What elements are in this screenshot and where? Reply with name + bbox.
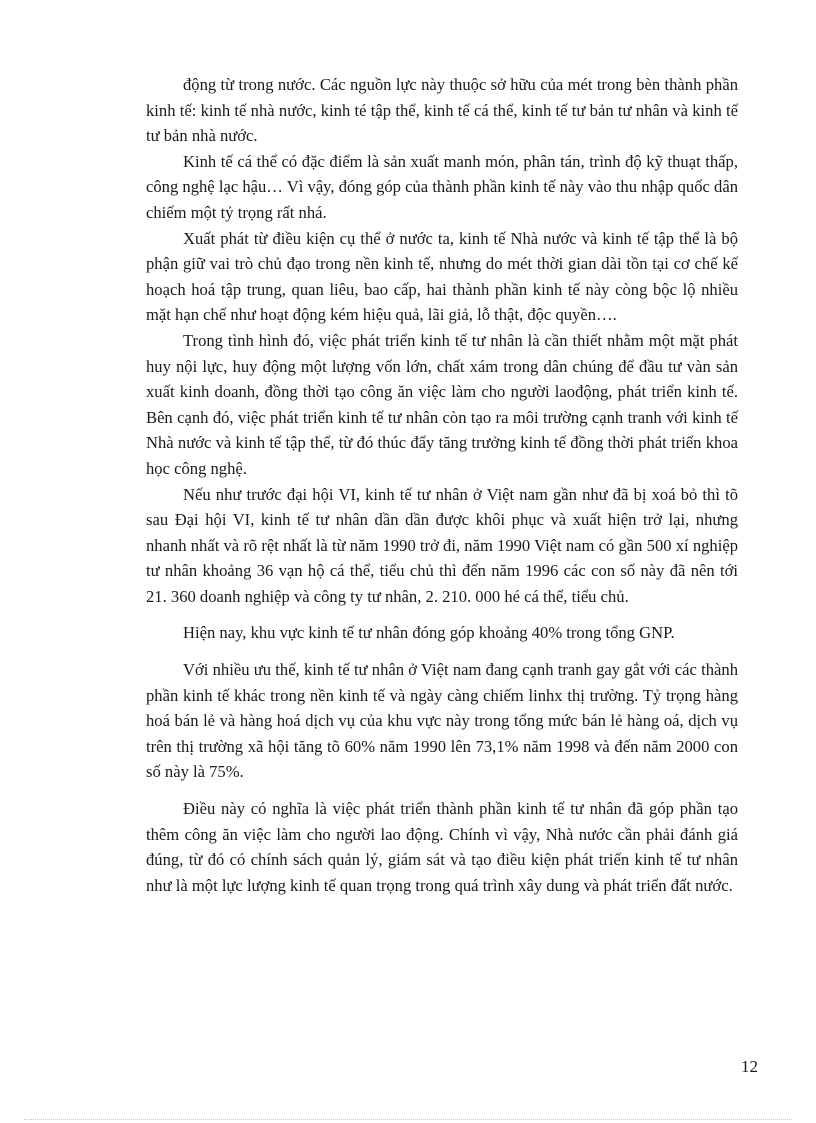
page-bottom-divider (24, 1119, 792, 1120)
paragraph: Với nhiều ưu thế, kinh tế tư nhân ở Việt nam đang cạnh tranh gay gắt với các thành phần kinh tế khác trong nền kinh tế và ngày càng chiếm linhx thị trường. Tỷ trọng hàng hoá bán lẻ và hàng hoá dịch vụ của khu vực này trong tổng mức bán lẻ hàng oá, dịch vụ trên thị trường xã hội tăng tõ 60% năm 1990 lên 73,1% năm 1998 và đến năm 2000 con số này là 75%. (146, 660, 738, 782)
paragraph: Nếu như trước đại hội VI, kinh tế tư nhân ở Việt nam gần như đã bị xoá bỏ thì tõ sau Đại hội VI, kinh tế tư nhân dần dần được khôi phục và xuất hiện trở lại, nhưng nhanh nhất và rõ rệt nhất là từ năm 1990 trở đi, năm 1990 Việt nam có gần 500 xí nghiệp tư nhân khoảng 36 vạn hộ cá thể, tiểu chủ thì đến năm 1996 các con số này đã nên tới 21. 360 doanh nghiệp và công ty tư nhân, 2. 210. 000 hé cá thể, tiểu chủ. (146, 484, 738, 606)
paragraph: Hiện nay, khu vực kinh tế tư nhân đóng góp khoảng 40% trong tổng GNP. (183, 623, 675, 643)
paragraph: Trong tình hình đó, việc phát triển kinh tế tư nhân là cần thiết nhằm một mặt phát huy nội lực, huy động một lượng vốn lớn, chất xám trong dân chúng để đầu tư vàn sản xuất kinh doanh, đồng thời tạo công ăn việc làm cho người laođộng, phát triển kinh tế. Bên cạnh đó, việc phát triển kinh tế tư nhân còn tạo ra môi trường cạnh tranh với kinh tế Nhà nước và kinh tế tập thể, từ đó thúc đẩy tăng trưởng kinh tế đồng thời phát triển khoa học công nghệ. (146, 330, 738, 478)
document-body (146, 72, 738, 898)
paragraph: Kinh tế cá thể có đặc điểm là sản xuất manh món, phân tán, trình độ kỹ thuạt thấp, công nghệ lạc hậu… Vì vậy, đóng góp của thành phần kinh tế này vào thu nhập quốc dân chiếm một tỷ trọng rất nhá. (146, 151, 738, 222)
paragraph: Xuất phát từ điều kiện cụ thể ở nước ta, kinh tế Nhà nước và kinh tế tập thể là bộ phận giữ vai trò chủ đạo trong nền kinh tế, nhưng do mét thời gian dài tồn tại cơ chế kế hoạch hoá tập trung, quan liêu, bao cấp, hai thành phần kinh tế này còng bộc lộ nhiều mặt hạn chế như hoạt động kém hiệu quả, lãi giả, lỗ thật, độc quyền…. (146, 228, 738, 325)
page-number: 12 (741, 1057, 758, 1076)
paragraph: động từ trong nước. Các nguồn lực này thuộc sở hữu của mét trong bèn thành phần kinh tế: kinh tế nhà nước, kinh té tập thể, kinh tế cá thể, kinh tế tư bản tư nhân và kinh tế tư bản nhà nước. (146, 75, 738, 146)
paragraph: Điều này có nghĩa là việc phát triển thành phần kinh tế tư nhân đã góp phần tạo thêm công ăn việc làm cho người lao động. Chính vì vậy, Nhà nước cần phải đánh giá đúng, từ đó có chính sách quản lý, giám sát và tạo điều kiện phát triển kinh tế tư nhân như là một lực lượng kinh tế quan trọng trong quá trình xây dung và phát triển đất nước. (146, 799, 738, 895)
